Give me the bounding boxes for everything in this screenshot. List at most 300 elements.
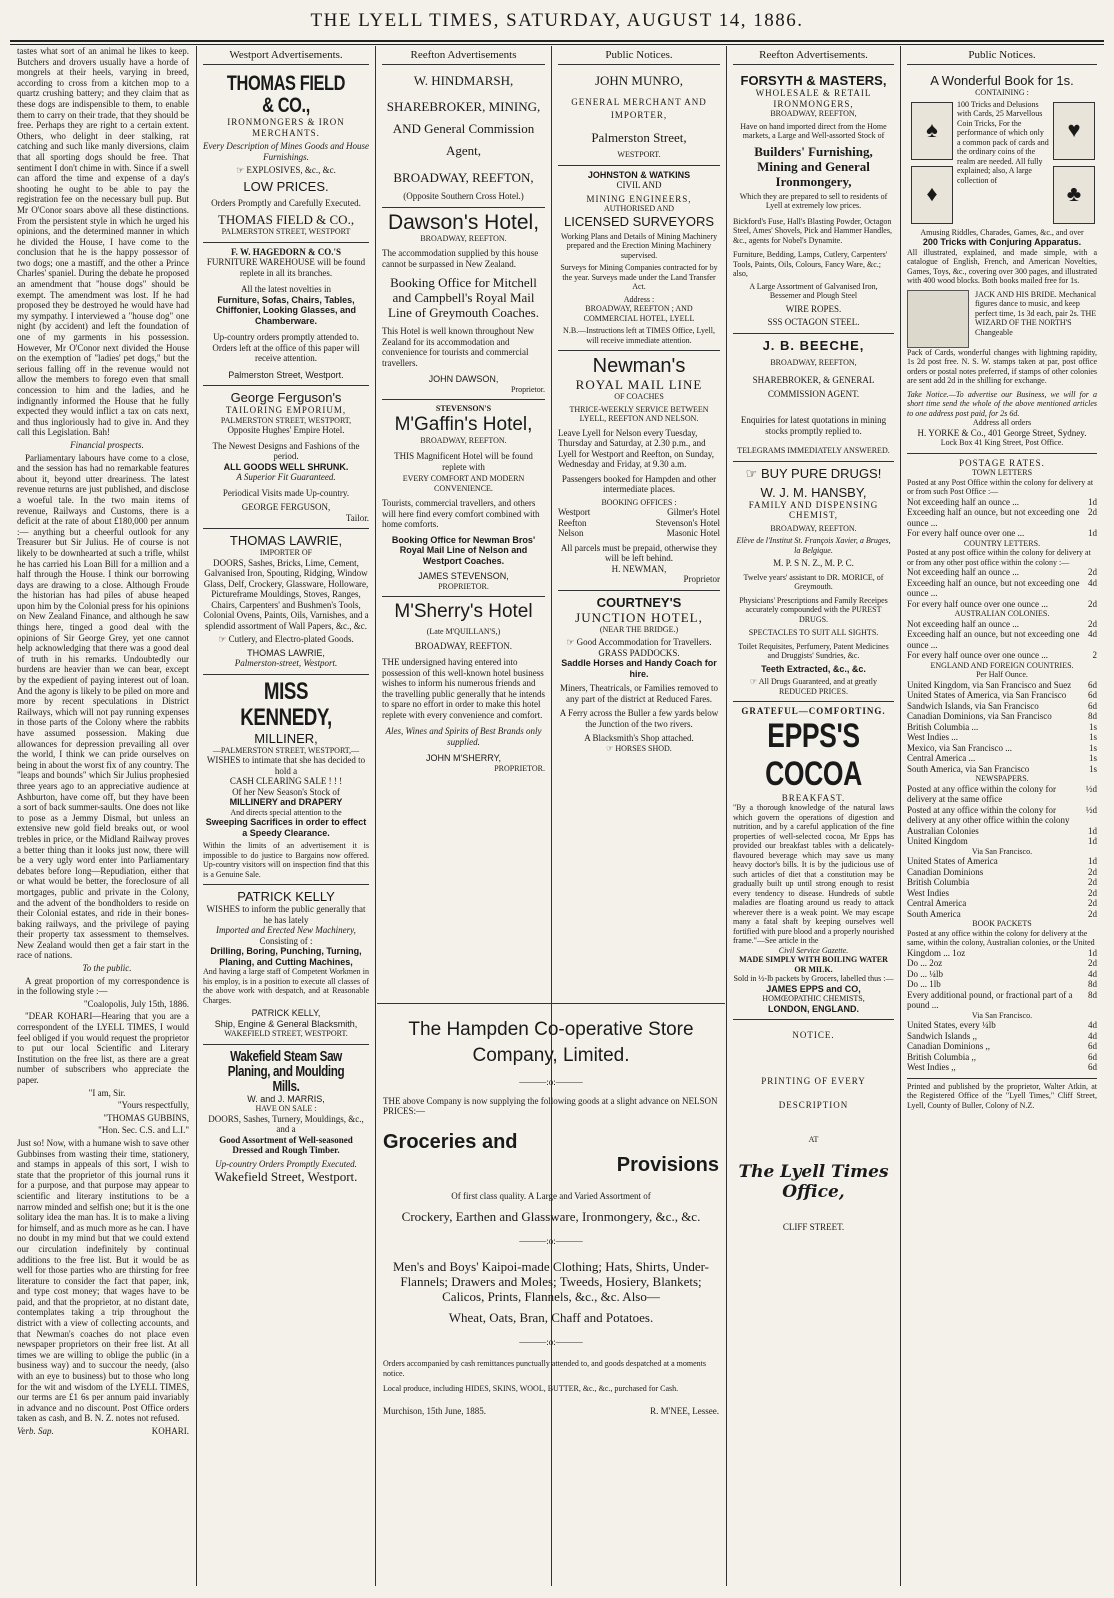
ad-subtitle: JUNCTION HOTEL, [575, 609, 703, 625]
ad-subtitle: FURNITURE WAREHOUSE will be found replete in all its branches. [206, 257, 366, 278]
ad-address: Palmerston-street, Westport. [234, 658, 338, 668]
column-reefton-ads-2 [728, 46, 899, 1586]
ad-title: W. HINDMARSH, [413, 73, 514, 88]
ad-text: Ales, Wines and Spirits of Best Brands only supplied. [385, 726, 542, 747]
ad-title: Newman's [592, 355, 686, 377]
ad-address: BROADWAY, REEFTON. [770, 523, 857, 533]
ad-text: Civil Service Gazette. [778, 945, 849, 955]
rate-row: Canadian Dominions 2d [907, 866, 1097, 877]
ad-title: The Hampden Co-operative Store Company, Limited. [408, 1019, 694, 1066]
ad-address: CLIFF STREET. [782, 1222, 845, 1232]
ad-text: ☞ All Drugs Guaranteed, and at greatly REDUCED PRICES. [750, 677, 877, 696]
ad-dateline: Murchison, 15th June, 1885. R. M'NEE, Lessee. [383, 1405, 719, 1416]
booking-office-row: Reefton Stevenson's Hotel [558, 517, 720, 528]
ad-signature: JOHN M'SHERRY, [426, 753, 501, 763]
pointing-hand-icon: ☞ [750, 677, 759, 686]
ad-title: COURTNEY'S [596, 594, 682, 610]
ad-title: M'Gaffin's Hotel, [394, 413, 533, 435]
ad-text: OF COACHES [614, 392, 664, 401]
section-heading: To the public. [82, 963, 132, 974]
ad-title: ☞ BUY PURE DRUGS! [745, 465, 882, 481]
article-signoff [17, 1426, 189, 1437]
ad-signature: W. and J. MARRIS, [247, 1093, 325, 1104]
ad-title: A Wonderful Book for 1s. [930, 73, 1074, 88]
rates-subheading: Via San Francisco. [971, 1010, 1033, 1020]
ad-subtitle: MILLINER, [254, 730, 318, 746]
ad-signature-title: Proprietor [683, 574, 720, 584]
rate-row: United States, every ¼lb 4d [907, 1020, 1097, 1030]
ad-text: Furniture, Bedding, Lamps, Cutlery, Carpenters' Tools, Paints, Oils, Colours, Fancy Ware, &c.; also, [733, 250, 888, 278]
ad-text: MADE SIMPLY WITH BOILING WATER OR MILK. [739, 955, 888, 974]
ad-text: Drilling, Boring, Punching, Turning, Planing, and Cutting Machines, [210, 946, 362, 967]
column-heading: Public Notices. [907, 46, 1097, 65]
ad-text: Physicians' Prescriptions and Family Receipes accurately compounded with the PUREST DRUGS. [739, 595, 888, 624]
ad-text: Elève de l'Institut St. François Xavier, a Bruges, la Belgique. [736, 536, 891, 555]
column-heading: Public Notices. [558, 46, 720, 65]
signoff-left: Verb. Sap. [17, 1426, 54, 1436]
ad-text: Tourists, commercial travellers, and others will here find every comfort combined with home comforts. [382, 498, 540, 529]
rate-row: Canadian Dominions ,, 6d [907, 1041, 1097, 1051]
playing-cards-illustration [907, 98, 1097, 228]
column-divider [196, 46, 197, 1586]
ad-text: Passengers booked for Hampden and other intermediate places. [561, 473, 717, 494]
ad-head: GRATEFUL—COMFORTING. [741, 706, 886, 716]
club-card-icon: ♣ [1053, 166, 1095, 224]
ad-text: BOOKING OFFICES : [601, 497, 677, 507]
ad-text: DOORS, Sashes, Turnery, Mouldings, &c., and a [208, 1113, 364, 1134]
ad-address: Wakefield Street, Westport. [214, 1169, 358, 1184]
ad-text: Ship, Engine & General Blacksmith, [214, 1018, 358, 1029]
column-public-notices-2 [902, 46, 1102, 1586]
ad-text: The Newest Designs and Fashions of the period. [212, 440, 360, 461]
ad-text: Wheat, Oats, Bran, Chaff and Potatoes. [448, 1309, 654, 1325]
ad-text: SPECTACLES TO SUIT ALL SIGHTS. [748, 628, 879, 637]
ad-thomas-field [203, 69, 369, 243]
article-paragraph: tastes what sort of an animal he likes to keep. Butchers and drovers usually have a horde of mongrels at their heels, varying in breed, according to cross from a kitchen mop to a quartz crushing battery; and they claim that as these dogs are indispensible to them, to enable them to carry on their trade, that they should be free. Perhaps they are right to a certain extent. Others, who delight in deer stalking, rat catching and such like manly diversions, claim that all sporting dogs should be free. That sentiment I don't chime in with. Since if a swell can afford the time and expense of a day's shooting he ought to be able to pay the registration fee on the necessary bull pup. But Mr O'Conor soars above all these distinctions. From the persistent style in which he urged his opinions, and the determined manner in which he divided the House, I have come to the conclusion that he is the happy possessor of two dogs; one a mastiff, and the other a Prince Charles' spaniel. During the debate he proposed an amendment that "house dogs" should be exempt. The amendment was lost. If he had proposed they be destroyed he would have had my sympathy. I interviewed a "house dog" one night (by accident) and left the foundation of one of my garments in his possession. However, Mr O'Conor next divided the House on the exemption of "ladies' pet dogs," but the serious falling off in the revenue would not allow the members to forego even that small concession to him and the ladies, and he indignantly informed the House that he fully expected they would inflict a tax on cats next, and thus ingloriously had to give in. And they call this Legislation. Bah! [17, 46, 189, 438]
ad-text: WISHES to inform the public generally that he has lately [206, 904, 366, 925]
ad-title: EPPS'S COCOA [765, 716, 862, 793]
pointing-hand-icon: ☞ [218, 634, 229, 644]
section-heading: Financial prospects. [70, 439, 144, 450]
ad-courtneys-hotel [558, 591, 720, 759]
rates-subheading: Via San Francisco. [971, 846, 1033, 856]
ad-address: BROADWAY, REEFTON, [393, 170, 534, 185]
ad-signature: JAMES EPPS and CO, [766, 983, 861, 994]
pointing-hand-icon: ☞ [566, 637, 577, 647]
ad-signature-title: PROPRIETOR. [494, 763, 545, 773]
ad-msherrys-hotel [382, 597, 545, 778]
ad-head: STEVENSON'S [435, 404, 492, 413]
ad-text: AT [808, 1134, 819, 1144]
masthead-rule [10, 40, 1104, 42]
ad-address: WAKEFIELD STREET, WESTPORT. [224, 1029, 348, 1038]
ad-text: Orders Promptly and Carefully Executed. [211, 197, 361, 208]
ad-address: BROADWAY, REEFTON. [414, 640, 513, 651]
ad-signature: W. J. M. HANSBY, [760, 484, 867, 500]
ad-text: ☞ HORSES SHOD. [606, 743, 672, 753]
ad-text: A Blacksmith's Shop attached. [584, 733, 694, 743]
rate-row: Posted at any office within the colony for delivery at the same office ½d [907, 783, 1097, 804]
rates-heading: NEWSPAPERS. [975, 774, 1029, 783]
ad-title: Wakefield Steam Saw Planing, and Moulding Mills. [227, 1047, 345, 1095]
ad-lawrie [203, 529, 369, 675]
rates-heading: AUSTRALIAN COLONIES. [954, 609, 1050, 618]
diamond-card-icon: ♦ [911, 166, 953, 224]
masthead: THE LYELL TIMES, SATURDAY, AUGUST 14, 1886. [310, 10, 804, 31]
ad-johnston-watkins [558, 166, 720, 352]
ad-subtitle: IRONMONGERS & IRON MERCHANTS. [227, 117, 345, 138]
ad-text: CASH CLEARING SALE ! ! ! [229, 776, 343, 786]
ad-title: M'Sherry's Hotel [394, 601, 533, 622]
ad-text: Orders accompanied by cash remittances punctually attended to, and goods despatched at a moments notice. [383, 1359, 707, 1378]
ad-beeche [733, 334, 894, 462]
ad-text: JACK AND HIS BRIDE. Mechanical figures dance to music, and keep perfect time, 1s 3d each, pair 2s. THE WIZARD OF THE NORTH'S Changeable [975, 289, 1097, 337]
ad-title: PATRICK KELLY [237, 889, 335, 904]
rate-row: Every additional pound, or fractional part of a pound ... 8d [907, 989, 1097, 1010]
rate-row: Do ... ¼lb 4d [907, 968, 1097, 979]
rate-row: United States of America, via San Francisco 6d [907, 690, 1097, 700]
rates-heading: TOWN LETTERS [971, 468, 1033, 477]
pointing-hand-icon: ☞ [745, 465, 761, 481]
rate-row: Australian Colonies 1d [907, 825, 1097, 836]
letter-dateline: "Coalopolis, July 15th, 1886. [83, 998, 189, 1009]
rates-text: Posted at any post office within the colony for delivery at or from any other post office within the colony :— [907, 548, 1091, 567]
ad-text: Twelve years' assistant to DR. MORICE, of Greymouth. [743, 572, 884, 591]
ad-text: LOW PRICES. [243, 178, 329, 194]
booking-office-row: Westport Gilmer's Hotel [558, 507, 720, 517]
dancing-figures-illustration [907, 290, 969, 348]
heart-card-icon: ♥ [1053, 102, 1095, 160]
ad-text: HOMŒOPATHIC CHEMISTS, [762, 994, 865, 1003]
ad-heading: Groceries and [383, 1130, 518, 1153]
ad-text: And having a large staff of Competent Workmen in his employ, is in a position to execute all classes of the above work with despatch, and at Reasonable Charges. [203, 967, 369, 1005]
ad-patrick-kelly [203, 885, 369, 1045]
ad-forsyth-masters [733, 69, 894, 334]
article-body [17, 46, 189, 1437]
ad-newmans-coaches [558, 351, 720, 591]
ad-text: WIRE ROPES. [785, 303, 842, 314]
ad-text: Saddle Horses and Handy Coach for hire. [561, 658, 717, 679]
ad-text: M. P. S N. Z., M. P. C. [773, 558, 854, 568]
jack-and-bride [907, 290, 1097, 348]
ad-signature-title: Tailor. [345, 512, 369, 523]
ad-title: JOHN MUNRO, [594, 73, 684, 88]
ad-text: Amusing Riddles, Charades, Games, &c., and over [920, 227, 1084, 237]
ad-text: SSS OCTAGON STEEL. [767, 317, 860, 327]
ad-text: WISHES to intimate that she has decided to hold a [206, 755, 366, 776]
ad-text: ☞ Cutlery, and Electro-plated Goods. [218, 634, 354, 644]
ad-mgaffins-hotel [382, 400, 545, 597]
ad-text: All illustrated, explained, and made simple, with a catalogue of English, French, and American Novelties, Games, Toys, &c., covering over 300 pages, and illustrated with 400 wood blocks. Both books mailed free for 1s. [907, 247, 1097, 285]
ad-text: The Lyell Times Office, [738, 1162, 889, 1202]
ad-text: THE above Company is now supplying the following goods at a slight advance on NELSON PRICES:— [383, 1095, 718, 1116]
rate-row: Do ... 2oz 2d [907, 958, 1097, 968]
article-paragraph: A great proportion of my correspondence is in the following style :— [17, 975, 189, 997]
letter-closing: "Yours respectfully, [117, 1100, 189, 1111]
ad-subtitle: BREAKFAST. [781, 792, 846, 803]
ad-text: Good Assortment of Well-seasoned Dressed and Rough Timber. [219, 1134, 353, 1155]
ad-text: SHAREBROKER, MINING, AND General Commission Agent, [386, 99, 541, 158]
ad-text: GENERAL MERCHANT AND IMPORTER, [571, 97, 707, 120]
ad-address: Lock Box 41 King Street, Post Office. [940, 438, 1064, 447]
ad-text: The accommodation supplied by this house cannot be surpassed in New Zealand. [382, 248, 539, 269]
rates-heading: COUNTRY LETTERS. [963, 538, 1041, 548]
ad-epps-cocoa [733, 702, 894, 1020]
rates-subheading: Per Half Ounce. [976, 670, 1028, 679]
ad-text: MINING ENGINEERS, [586, 193, 692, 204]
ad-text: TELEGRAMS IMMEDIATELY ANSWERED. [737, 446, 890, 455]
rate-row: Posted at any office within the colony for delivery at any other office within the colony ½d [907, 804, 1097, 825]
ad-text: A Large Assortment of Galvanised Iron, Bessemer and Plough Steel [749, 281, 878, 300]
ad-signature: GEORGE FERGUSON, [241, 502, 331, 512]
spade-card-icon: ♠ [911, 102, 953, 160]
ad-text: Enquiries for latest quotations in mining stocks promptly replied to. [740, 415, 887, 436]
ad-title: Dawson's Hotel, [387, 210, 540, 234]
ad-hampden-cooperative [377, 1005, 725, 1585]
article-paragraph: Just so! Now, with a humane wish to save other Gubbinses from wasting their time, stationery, and stamps in appeals of this sort, I wish to state that the proprietor of this journal runs it for a purpose, and that purpose may appear to scientific and literary institutions to be a narrow minded and selfish one; but it is the one solitary idea the man has. It is to make a living for himself, and as much more as he can. I have no doubt in my mind but that we could extend our circulation indefinitely by continual additions to the free list. But it would be as well for those parties who are thirsting for free literature to consider the fact that paper, ink, and type cost money; that wages have to be paid, and that the proprietor, at no distant date, contemplates taking a trip throughout the district with a view of collecting accounts, and that Newman's coaches do not place even newspaper proprietors on their free list. At all times we are willing to oblige the public (in a business way) and to succour the needy, (also with an eye to business) but to those who long for the wit and wisdom of the LYELL TIMES, our terms are £1 6s per annum paid invariably in advance and no discount. Post Office orders taken as cash, and B. N. Z. notes not refused. [17, 1137, 189, 1424]
column-heading: Reefton Advertisements [382, 46, 545, 65]
ad-text: N.B.—Instructions left at TIMES Office, Lyell, will receive immediate attention. [563, 326, 715, 345]
rate-row: Do ... 1lb 8d [907, 979, 1097, 989]
ad-text: THE undersigned having entered into possession of this well-known hotel business wishes to inform his numerous friends and the travelling public generally that he intends to spare no effort in order to make this hotel replete with every convenience and comfort. [382, 657, 545, 720]
ad-text: Local produce, including HIDES, SKINS, WOOL, BUTTER, &c., &c., purchased for Cash. [383, 1384, 679, 1393]
ad-title: THOMAS FIELD & CO., [226, 72, 346, 117]
rate-row: Canadian Dominions, via San Francisco 8d [907, 711, 1097, 721]
column-reefton-ads [377, 46, 550, 1004]
rate-row: United Kingdom 1d [907, 836, 1097, 846]
letter-closing: "I am, Sir. [88, 1087, 126, 1098]
ad-text: Up-country orders promptly attended to. Orders left at the office of this paper will receive attention. [212, 332, 360, 363]
rate-row: British Columbia 2d [907, 877, 1097, 887]
rate-row: Central America 2d [907, 898, 1097, 908]
ad-john-munro [558, 69, 720, 166]
ad-text: Miners, Theatricals, or Families removed to any part of the district at Reduced Fares. [559, 683, 719, 704]
ad-text: Teeth Extracted, &c., &c. [761, 663, 866, 674]
ad-text: Crockery, Earthen and Glassware, Ironmongery, &c., &c. [401, 1209, 701, 1224]
ad-text: DOORS, Sashes, Bricks, Lime, Cement, Galvanised Iron, Spouting, Ridging, Window Glass, Delf, Crockery, Glassware, Holloware, Pictureframe Mouldings, Stoves, Ranges, Chairs, Carpenters' and Bushmen's Tools, Colonial Ovens, Paints, Oils, Varnishes, and a splendid assortment of Wall Papers, &c., &c. [203, 557, 369, 631]
ad-text: GRASS PADDOCKS. [598, 647, 680, 658]
ad-address: PALMERSTON STREET, WESTPORT [221, 227, 351, 236]
rates-text: Posted at any office within the colony for delivery at the same, within the colony, Australian colonies, or the United [907, 928, 1095, 947]
ad-address: —PALMERSTON STREET, WESTPORT,— [212, 745, 360, 755]
ad-text: Opposite Hughes' Empire Hotel. [227, 425, 345, 435]
rate-row: Not exceeding half an ounce ... 1d [907, 496, 1097, 507]
ad-text: Consisting of : [259, 935, 313, 946]
column-divider [375, 46, 376, 1586]
ad-text: (Opposite Southern Cross Hotel.) [403, 191, 524, 201]
ad-heading: Provisions [616, 1153, 719, 1176]
ad-address: Palmerston Street, Westport. [228, 369, 344, 380]
ad-text: ☞ Good Accommodation for Travellers. [566, 637, 712, 647]
column-divider [900, 46, 901, 1586]
ad-address: LONDON, ENGLAND. [768, 1003, 859, 1014]
ad-address: H. YORKE & Co., 401 George Street, Sydney. [917, 427, 1087, 438]
rate-row: Central America ... 1s [907, 753, 1097, 763]
ad-title: J. B. BEECHE, [762, 337, 865, 353]
ad-text: Address : [623, 294, 655, 304]
ad-title: F. W. HAGEDORN & CO.'S [231, 246, 341, 257]
ad-address: BROADWAY, REEFTON. [420, 233, 507, 243]
ad-signature-title: Proprietor. [511, 384, 545, 394]
ad-address: BROADWAY, REEFTON. [420, 435, 507, 445]
ornament-divider: ———:o:——— [519, 1077, 583, 1087]
rate-row: United Kingdom, via San Francisco and Suez 6d [907, 679, 1097, 690]
ad-text: 200 Tricks with Conjuring Apparatus. [922, 237, 1082, 247]
rate-row: West Indies ,, 6d [907, 1062, 1097, 1072]
letter-signature: "THOMAS GUBBINS, [103, 1112, 189, 1123]
masthead-rule-thin [10, 44, 1104, 45]
postage-rates [907, 454, 1097, 1079]
ad-title: NOTICE. [792, 1030, 835, 1040]
ad-title: THOMAS LAWRIE, [229, 533, 343, 548]
ad-signature: PATRICK KELLY, [251, 1008, 321, 1018]
ad-text: Sold in ½-lb packets by Grocers, labelled thus :— [733, 974, 894, 983]
ad-address: WESTPORT. [617, 150, 661, 159]
rate-row: Not exceeding half an ounce ... 2d [907, 618, 1097, 629]
column-heading: Westport Advertisements. [203, 46, 369, 65]
ad-signature-title: PROPRIETOR. [438, 581, 489, 591]
section-rule [377, 1003, 725, 1004]
column-westport-ads [198, 46, 374, 1586]
rate-row: Exceeding half an ounce, but not exceeding one ounce ... 4d [907, 629, 1097, 650]
ad-text: THRICE-WEEKLY SERVICE BETWEEN LYELL, REEFTON AND NELSON. [569, 404, 709, 423]
ad-miss-kennedy [203, 675, 369, 886]
ad-text: AUTHORISED AND [604, 204, 674, 213]
ad-text: Builders' Furnishing, Mining and General Ironmongery, [754, 143, 873, 189]
rate-row: Not exceeding half an ounce ... 2d [907, 567, 1097, 577]
signoff-right: KOHARI. [151, 1426, 189, 1436]
ad-text: Have on hand imported direct from the Home markets, a Large and Well-assorted Stock of [740, 121, 887, 140]
ad-text: HAVE ON SALE : [255, 1104, 317, 1113]
ad-address: BROADWAY, REEFTON ; AND COMMERCIAL HOTEL, LYELL [583, 304, 695, 323]
ad-title: JOHNSTON & WATKINS [587, 169, 691, 180]
ad-text: EVERY COMFORT AND MODERN CONVENIENCE. [402, 474, 525, 493]
ad-text: CIVIL AND [616, 180, 662, 190]
ad-subtitle: FAMILY AND DISPENSING CHEMIST, [748, 499, 879, 520]
rate-row: British Columbia ... 1s [907, 721, 1097, 732]
ad-text: ☞ EXPLOSIVES, &c., &c. [236, 165, 336, 175]
ad-title: FORSYTH & MASTERS, [740, 73, 887, 88]
ad-address: BROADWAY, REEFTON, [770, 109, 857, 118]
rate-row: South America 2d [907, 908, 1097, 919]
ad-subtitle: WHOLESALE & RETAIL IRONMONGERS, [755, 88, 872, 109]
ad-text: Toilet Requisites, Perfumery, Patent Medicines and Druggists' Sundries, &c. [738, 641, 889, 660]
ad-text: Sweeping Sacrifices in order to effect a Speedy Clearance. [205, 817, 367, 838]
ad-subtitle: TAILORING EMPORIUM, [225, 405, 347, 415]
ad-text: SHAREBROKER, & GENERAL COMMISSION AGENT. [752, 375, 875, 399]
ad-text: Address all orders [972, 418, 1032, 427]
ad-text: A Superior Fit Guaranteed. [236, 472, 336, 482]
ad-text: Leave Lyell for Nelson every Tuesday, Thursday and Saturday, at 2.30 p.m., and Lyell for Westport and Reefton, on Sunday, Wednesday and Friday, at 9.30 a.m. [558, 427, 714, 469]
rate-row: For every half ounce over one ounce ... 2 [907, 650, 1097, 660]
ad-signature: THOMAS FIELD & CO., [217, 212, 355, 227]
ad-text: 100 Tricks and Delusions with Cards, 25 Marvellous Coin Tricks, For the performance of which only a common pack of cards and the ordinary coins of the realm are needed. All fully explained; also, A large collection of [957, 99, 1049, 185]
ad-subtitle: IMPORTER OF [259, 548, 313, 557]
ad-subtitle: ROYAL MAIL LINE [575, 377, 703, 392]
pointing-hand-icon: ☞ [236, 165, 247, 175]
rate-row: United States of America 1d [907, 856, 1097, 866]
ad-text: All parcels must be prepaid, otherwise they will be left behind. [560, 542, 718, 563]
ornament-divider: ———:o:——— [519, 1336, 583, 1347]
ad-text: A Ferry across the Buller a few yards below the Junction of the two rivers. [559, 708, 719, 729]
ad-text: Of her New Season's Stock of [232, 786, 340, 797]
ad-address: PALMERSTON STREET, WESTPORT, [220, 415, 352, 425]
ad-text: This Hotel is well known throughout New Zealand for its accommodation and convenience for tourists and commercial travellers. [382, 326, 534, 368]
ad-title: George Ferguson's [230, 390, 342, 405]
ad-text: Take Notice.—To advertise our Business, we will for a short time send the whole of the above mentioned articles to one address post paid, for 2s 6d. [907, 389, 1097, 418]
rate-row: British Columbia ,, 6d [907, 1051, 1097, 1062]
pointing-hand-icon: ☞ [606, 743, 616, 753]
ad-text: Of first class quality. A Large and Varied Assortment of [451, 1190, 651, 1201]
imprint: Printed and published by the proprietor, Walter Atkin, at the Registered Office of the "Lyell Times," Cliff Street, Lyell, County of Buller, Colony of N.Z. [907, 1081, 1097, 1110]
ad-text: MILLINERY and DRAPERY [229, 797, 343, 807]
ad-hansby-chemist [733, 462, 894, 703]
article-paragraph: Parliamentary labours have come to a close, and the session has had no remarkable features about it, beyond utter dreariness. The latest revenue returns are just published, and disclose a woeful tale. In the two main items of revenue, Railways and Customs, there is a deficit at the rate of about £180,000 per annum :— anything but a cheerful outlook for any Treasurer but Sir Julius. He of course is not likely to be downhearted at such a trifle, whilst he has carried his Loan Bill for a million and a half through the House. I think our borrowing days are drawing to a close. Although Froude the historian has had piles of abuse heaped upon him by the Colonial press for his opinions on New Zealand Finance, and although he saw things here, tinged a good deal with the opinions of Sir George Grey, yet one cannot help acknowledging that there was a good deal of truth in his remarks. Undoubtedly our burdens are heavier than we can bear, except by the expedient of paying interest out of loan. And the agony is likely to be piled on more and more by recent speculations in District Railways, which will not pay running expenses in those parts of the Colony where the rabbits have assumed possession. Making due allowances for depression prevailing all over the world, I think we can pride ourselves on being in about the worst fix of any country. The "leaps and bounds" which Sir Julius prophesied three years ago to an appreciative audience at Ashburton, have come off, but they have been a sort of back summer-saults. One does not like to pose as a Jemmy Dismal, but unless an extensive new gold field breaks out, or wool trebles in price, or the Midland Railway proves a better thing than it looks just now, there will be a very ugly word enter into Parliamentary debates before long—Repudiation, either that or what would be better, the foreclosure of all mortgages, public and private in the Colony, and the advent of the bondholders to reside on their Colonial estates, and ride in their bones-baking railways, and the privilege of paying their property tax assessment to themselves. New Zealand would then get a fair start in the race of nations. [17, 452, 189, 961]
ad-text: ALL GOODS WELL SHRUNK. [223, 461, 349, 472]
ad-text: Furniture, Sofas, Chairs, Tables, Chiffonier, Looking Glasses, and Chamberware. [215, 294, 357, 326]
ad-text: Within the limits of an advertisement it is impossible to do justice to Bargains now offered. Up-country visitors will on inspection find that this is a Genuine Sale. [203, 841, 369, 879]
ad-signature: JAMES STEVENSON, [418, 571, 509, 581]
booking-office-row: Nelson Masonic Hotel [558, 528, 720, 538]
ad-text: Every Description of Mines Goods and House Furnishings. [203, 141, 369, 162]
rate-row: West Indies 2d [907, 887, 1097, 898]
rate-row: For every half ounce over one ... 1d [907, 528, 1097, 538]
ad-address: Palmerston Street, [591, 130, 687, 145]
rate-row: Exceeding half an ounce, but not exceeding one ounce ... 2d [907, 507, 1097, 528]
ad-text: Periodical Visits made Up-country. [222, 487, 350, 498]
ad-text: THIS Magnificent Hotel will be found replete with [394, 451, 533, 472]
ad-signature: H. NEWMAN, [611, 563, 667, 574]
rates-heading: BOOK PACKETS [972, 919, 1032, 928]
ad-printing-notice [733, 1020, 894, 1238]
ad-marris [203, 1045, 369, 1190]
ad-text: Booking Office for Newman Bros' Royal Mail Line of Nelson and Westport Coaches. [391, 534, 536, 566]
rate-row: For every half ounce over one ounce ... 2d [907, 598, 1097, 609]
rate-row: Sandwich Islands, via San Francisco 6d [907, 700, 1097, 711]
rate-row: South America, via San Francisco 1s [907, 763, 1097, 774]
ornament-divider: ———:o:——— [519, 1236, 583, 1246]
column-article [12, 46, 194, 1586]
rate-row: Mexico, via San Francisco ... 1s [907, 742, 1097, 753]
ad-dawsons-hotel [382, 208, 545, 401]
rate-row: Exceeding half an ounce, but not exceeding one ounce ... 4d [907, 577, 1097, 598]
rate-row: Kingdom ... 1oz 1d [907, 947, 1097, 958]
ad-text: (Late M'QUILLAN'S,) [426, 627, 501, 636]
ad-ferguson [203, 386, 369, 529]
ad-text: Pack of Cards, wonderful changes with lightning rapidity, 1s 2d post free. N. S. W. stamps taken at par, post office orders or postal notes preferred, if stamps of other colonies are sent add 2d in the shilling for exchange. [907, 347, 1097, 385]
letter-signature-title: "Hon. Sec. C.S. and L.I." [98, 1125, 189, 1136]
ad-signature: JOHN DAWSON, [428, 374, 499, 384]
column-heading: Reefton Advertisements. [733, 46, 894, 65]
column-public-notices [553, 46, 725, 1004]
ad-text: Which they are prepared to sell to residents of Lyell at extremely low prices. [739, 191, 888, 210]
ad-text: LICENSED SURVEYORS [563, 213, 715, 229]
rates-text: Posted at any Post Office within the colony for delivery at or from such Post Office :— [907, 477, 1094, 496]
ad-text: Up-country Orders Promptly Executed. [215, 1158, 357, 1169]
ad-hagedorn [203, 243, 369, 387]
letter-body: "DEAR KOHARI—Hearing that you are a correspondent of the LYELL TIMES, I would feel obliged if you would request the proprietor to put our local Scientific and Literary Institution on the free list, as there are a great number of subscribers who appreciate the paper. [17, 1011, 189, 1085]
ad-text: And directs special attention to the [230, 807, 342, 817]
column-divider [726, 46, 727, 1586]
rate-row: West Indies ... 1s [907, 732, 1097, 742]
ad-signature: THOMAS LAWRIE, [247, 647, 325, 658]
ad-title: MISS KENNEDY, [240, 677, 332, 731]
ad-text: Bickford's Fuse, Hall's Blasting Powder, Octagon Steel, Ames' Shovels, Pick and Hammer Handles, &c., agents for Nobel's Dynamite. [733, 216, 892, 245]
ad-text: CONTAINING : [975, 88, 1029, 97]
rate-row: Sandwich Islands ,, 4d [907, 1030, 1097, 1041]
ad-text: All the latest novelties in [241, 284, 331, 294]
ad-wonderful-book [907, 69, 1097, 454]
